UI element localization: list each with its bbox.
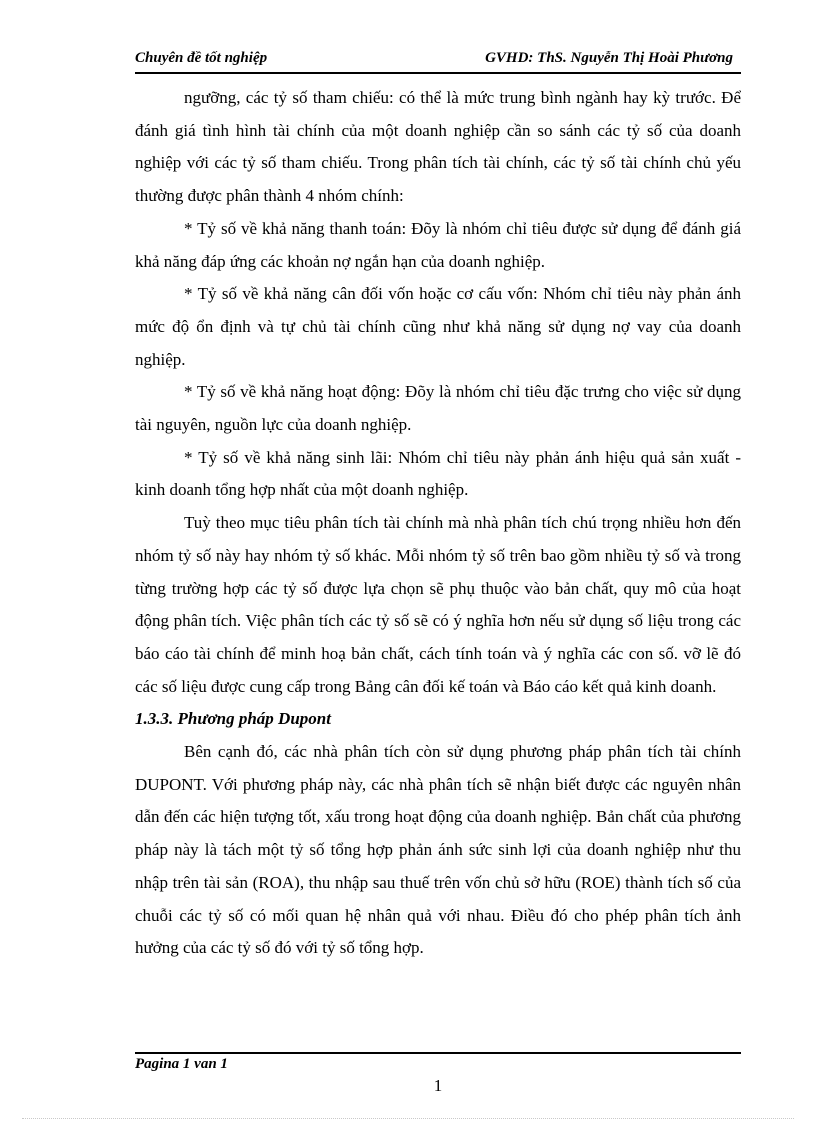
- paragraph-4: * Tỷ số về khả năng hoạt động: Đõy là nhóm chỉ tiêu đặc trưng cho việc sử dụng tài nguyên, nguồn lực của doanh nghiệp.: [135, 382, 741, 435]
- paragraph-7: Bên cạnh đó, các nhà phân tích còn sử dụng phương pháp phân tích tài chính DUPONT. Với phương pháp này, các nhà phân tích sẽ nhận biết được các nguyên nhân dẫn đến các hiện tượng tốt, xấu trong hoạt động của doanh nghiệp. Bản chất của phương pháp này là tách một tỷ số tổng hợp phản ánh sức sinh lợi của doanh nghiệp như thu nhập trên tài sản (ROA), thu nhập sau thuế trên vốn chủ sở hữu (ROE) thành tích số của chuỗi các tỷ số có mối quan hệ nhân quả với nhau. Điều đó cho phép phân tích ảnh hưởng của các tỷ số đó với tỷ số tổng hợp.: [135, 742, 741, 958]
- paragraph-2: * Tỷ số về khả năng thanh toán: Đõy là nhóm chỉ tiêu được sử dụng để đánh giá khả năng đáp ứng các khoản nợ ngắn hạn của doanh nghiệp.: [135, 218, 741, 271]
- footer-rule: [135, 1052, 741, 1054]
- header-left-title: Chuyên đề tốt nghiệp: [135, 50, 268, 66]
- header-right-supervisor: GVHD: ThS. Nguyễn Thị Hoài Phương: [485, 50, 733, 66]
- footer-pagination-text: Pagina 1 van 1: [135, 1056, 228, 1072]
- paragraph-3: * Tỷ số về khả năng cân đối vốn hoặc cơ cấu vốn: Nhóm chỉ tiêu này phản ánh mức độ ổn định và tự chủ tài chính cũng như khả năng sử dụng nợ vay của doanh nghiệp.: [135, 284, 741, 369]
- page-bottom-border: [22, 1118, 794, 1119]
- page-number: 1: [433, 1076, 443, 1095]
- paragraph-6: Tuỳ theo mục tiêu phân tích tài chính mà nhà phân tích chú trọng nhiều hơn đến nhóm tỷ số này hay nhóm tỷ số khác. Mỗi nhóm tỷ số trên bao gồm nhiều tỷ số và trong từng trường hợp các tỷ số được lựa chọn sẽ phụ thuộc vào bản chất, quy mô của hoạt động phân tích. Việc phân tích các tỷ số sẽ có ý nghĩa hơn nếu sử dụng số liệu trong các báo cáo tài chính để minh hoạ bản chất, cách tính toán và ý nghĩa các con số. vỡ lẽ đó các số liệu được cung cấp trong Bảng cân đối kế toán và Báo cáo kết quả kinh doanh.: [135, 513, 741, 696]
- page-header: [135, 48, 741, 74]
- paragraph-5: * Tỷ số về khả năng sinh lãi: Nhóm chỉ tiêu này phản ánh hiệu quả sản xuất - kinh doanh tổng hợp nhất của một doanh nghiệp.: [135, 447, 741, 500]
- section-heading: 1.3.3. Phương pháp Dupont: [135, 709, 331, 729]
- paragraph-1: ngưỡng, các tỷ số tham chiếu: có thể là mức trung bình ngành hay kỳ trước. Để đánh giá tình hình tài chính của một doanh nghiệp cần so sánh các tỷ số của doanh nghiệp với các tỷ số tham chiếu. Trong phân tích tài chính, các tỷ số tài chính chủ yếu thường được phân thành 4 nhóm chính:: [135, 88, 741, 206]
- document-body: [135, 82, 741, 965]
